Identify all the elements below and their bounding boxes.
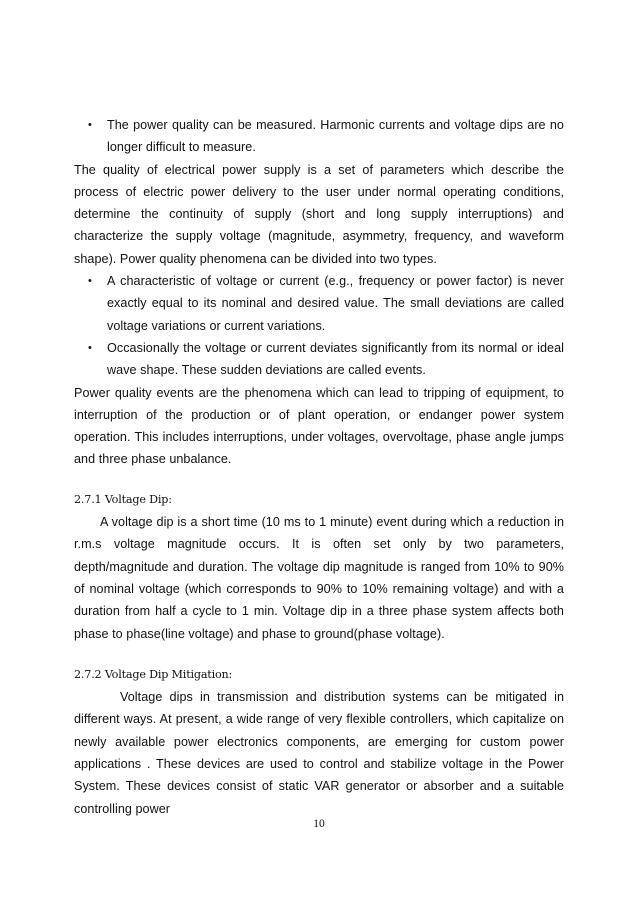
bullet-text: A characteristic of voltage or current (e.g., frequency or power factor) is never exactly equal to its nominal and desired value. The small deviations are called voltage variations or current variations. xyxy=(107,274,564,333)
section-heading-voltage-dip: 2.7.1 Voltage Dip: xyxy=(74,492,172,506)
bullet-text: Occasionally the voltage or current deviates significantly from its normal or ideal wave shape. These sudden deviations are called events. xyxy=(107,340,564,378)
bullet-icon: • xyxy=(88,275,92,288)
page-content xyxy=(74,114,564,820)
list-item xyxy=(74,114,564,159)
list-item xyxy=(74,270,564,337)
bullet-text: The power quality can be measured. Harmonic currents and voltage dips are no longer difficult to measure. xyxy=(107,118,564,155)
bullet-icon: • xyxy=(88,341,92,354)
paragraph-voltage-dip-mitigation: Voltage dips in transmission and distribution systems can be mitigated in different ways. At present, a wide range of very flexible controllers, which capitalize on newly available power electronics components, are emerging for custom power applications . These devices are used to control and stabilize voltage in the Power System. These devices consist of static VAR generator or absorber and a suitable controlling power xyxy=(74,690,564,816)
list-item xyxy=(74,337,564,382)
page-number: 10 xyxy=(313,818,325,830)
bullet-icon: • xyxy=(88,119,92,131)
paragraph-power-quality-events: Power quality events are the phenomena which can lead to tripping of equipment, to interruption of the production or of plant operation, or endanger power system operation. This includes interruptions, under voltages, overvoltage, phase angle jumps and three phase unbalance. xyxy=(74,385,564,467)
section-heading-voltage-dip-mitigation: 2.7.2 Voltage Dip Mitigation: xyxy=(74,667,233,681)
paragraph-voltage-dip: A voltage dip is a short time (10 ms to 1 minute) event during which a reduction in r.m.s voltage magnitude occurs. It is often set only by two parameters, depth/magnitude and duration. The voltage dip magnitude is ranged from 10% to 90% of nominal voltage (which corresponds to 90% to 10% remaining voltage) and with a duration from half a cycle to 1 min. Voltage dip in a three phase system affects both phase to phase(line voltage) and phase to ground(phase voltage). xyxy=(74,515,564,641)
paragraph-power-quality: The quality of electrical power supply is a set of parameters which describe the process of electric power delivery to the user under normal operating conditions, determine the continuity of supply (short and long supply interruptions) and characterize the supply voltage (magnitude, asymmetry, frequency, and waveform shape). Power quality phenomena can be divided into two types. xyxy=(74,162,564,266)
